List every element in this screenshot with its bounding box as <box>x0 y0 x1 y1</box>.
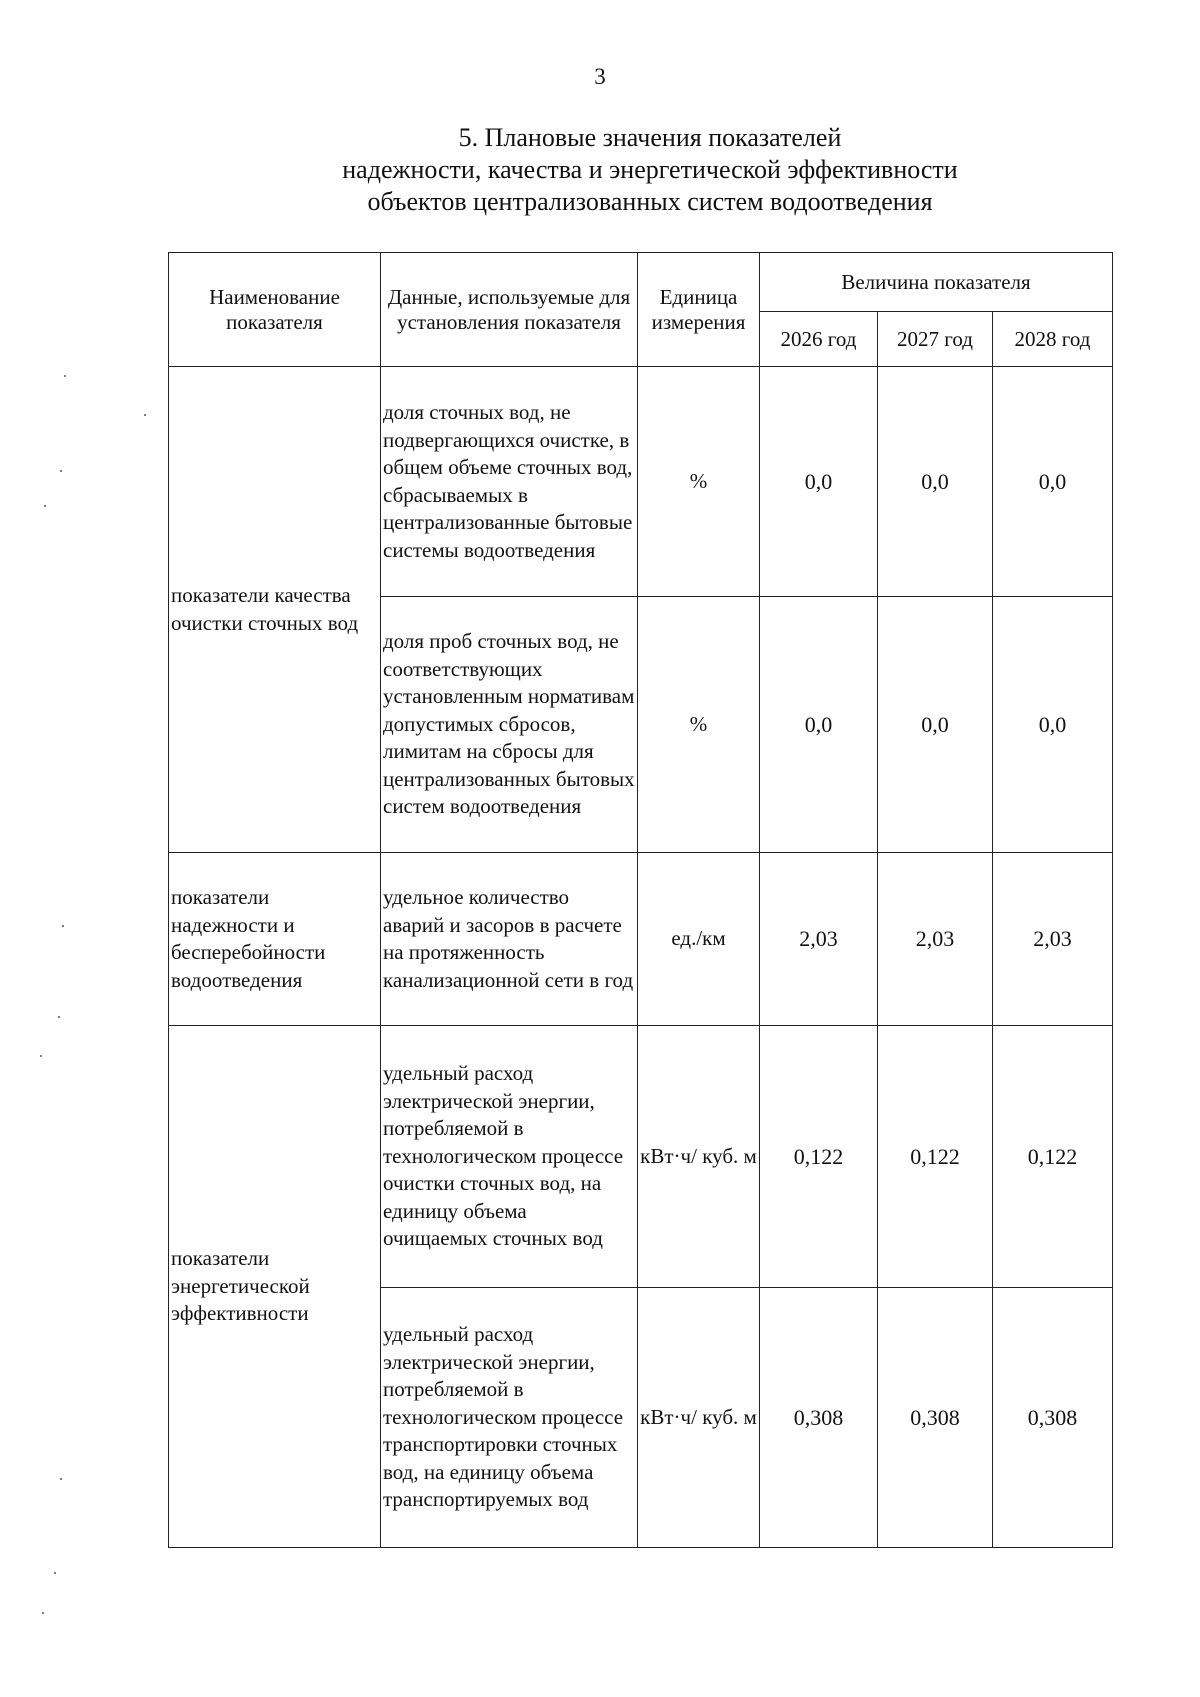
scan-speck <box>62 925 64 927</box>
scan-speck <box>40 1055 42 1057</box>
row-value-2027: 0,308 <box>878 1288 993 1548</box>
row-value-2026: 0,0 <box>760 367 878 597</box>
scan-speck <box>58 1016 60 1018</box>
scan-speck <box>64 375 66 377</box>
group-label-reliability: показатели надежности и бесперебойности водоотведения <box>169 853 381 1026</box>
title-line-3: объектов централизованных систем водоотведения <box>367 187 933 216</box>
header-name: Наименование показателя <box>169 253 381 367</box>
row-unit: % <box>638 367 760 597</box>
document-title <box>250 122 1050 218</box>
row-value-2026: 0,308 <box>760 1288 878 1548</box>
header-value: Величина показателя <box>760 253 1113 312</box>
row-value-2028: 0,308 <box>993 1288 1113 1548</box>
row-value-2028: 2,03 <box>993 853 1113 1026</box>
scan-speck <box>144 414 146 416</box>
row-unit: % <box>638 597 760 853</box>
header-data: Данные, используемые для установления показателя <box>381 253 638 367</box>
table-row <box>169 1026 1113 1288</box>
indicators-table <box>168 252 1113 1548</box>
row-value-2028: 0,0 <box>993 367 1113 597</box>
row-unit: кВт·ч/ куб. м <box>638 1288 760 1548</box>
row-description: доля сточных вод, не подвергающихся очистке, в общем объеме сточных вод, сбрасываемых в централизованные бытовые системы водоотведения <box>381 367 638 597</box>
row-description: удельный расход электрической энергии, потребляемой в технологическом процессе очистки сточных вод, на единицу объема очищаемых сточных вод <box>381 1026 638 1288</box>
row-value-2027: 0,0 <box>878 367 993 597</box>
row-value-2026: 2,03 <box>760 853 878 1026</box>
row-value-2028: 0,122 <box>993 1026 1113 1288</box>
row-unit: ед./км <box>638 853 760 1026</box>
header-year-2026: 2026 год <box>760 312 878 367</box>
header-year-2028: 2028 год <box>993 312 1113 367</box>
row-description: удельное количество аварий и засоров в расчете на протяженность канализационной сети в год <box>381 853 638 1026</box>
scan-speck <box>42 1612 44 1614</box>
row-value-2026: 0,0 <box>760 597 878 853</box>
table-row <box>169 853 1113 1026</box>
row-description: удельный расход электрической энергии, потребляемой в технологическом процессе транспортировки сточных вод, на единицу объема транспортируемых вод <box>381 1288 638 1548</box>
row-description: доля проб сточных вод, не соответствующих установленным нормативам допустимых сбросов, лимитам на сбросы для централизованных бытовых систем водоотведения <box>381 597 638 853</box>
scan-speck <box>60 1478 62 1480</box>
row-value-2027: 0,0 <box>878 597 993 853</box>
row-value-2028: 0,0 <box>993 597 1113 853</box>
header-unit: Единица измерения <box>638 253 760 367</box>
page-number: 3 <box>594 64 606 89</box>
row-value-2026: 0,122 <box>760 1026 878 1288</box>
table-row <box>169 367 1113 597</box>
scan-speck <box>54 1572 56 1574</box>
title-line-2: надежности, качества и энергетической эффективности <box>342 155 958 184</box>
header-row <box>169 253 1113 312</box>
row-value-2027: 0,122 <box>878 1026 993 1288</box>
title-line-1: 5. Плановые значения показателей <box>458 123 842 152</box>
scan-speck <box>44 505 46 507</box>
group-label-quality: показатели качества очистки сточных вод <box>169 367 381 853</box>
row-value-2027: 2,03 <box>878 853 993 1026</box>
scan-speck <box>60 470 62 472</box>
group-label-energy: показатели энергетической эффективности <box>169 1026 381 1548</box>
row-unit: кВт·ч/ куб. м <box>638 1026 760 1288</box>
header-year-2027: 2027 год <box>878 312 993 367</box>
